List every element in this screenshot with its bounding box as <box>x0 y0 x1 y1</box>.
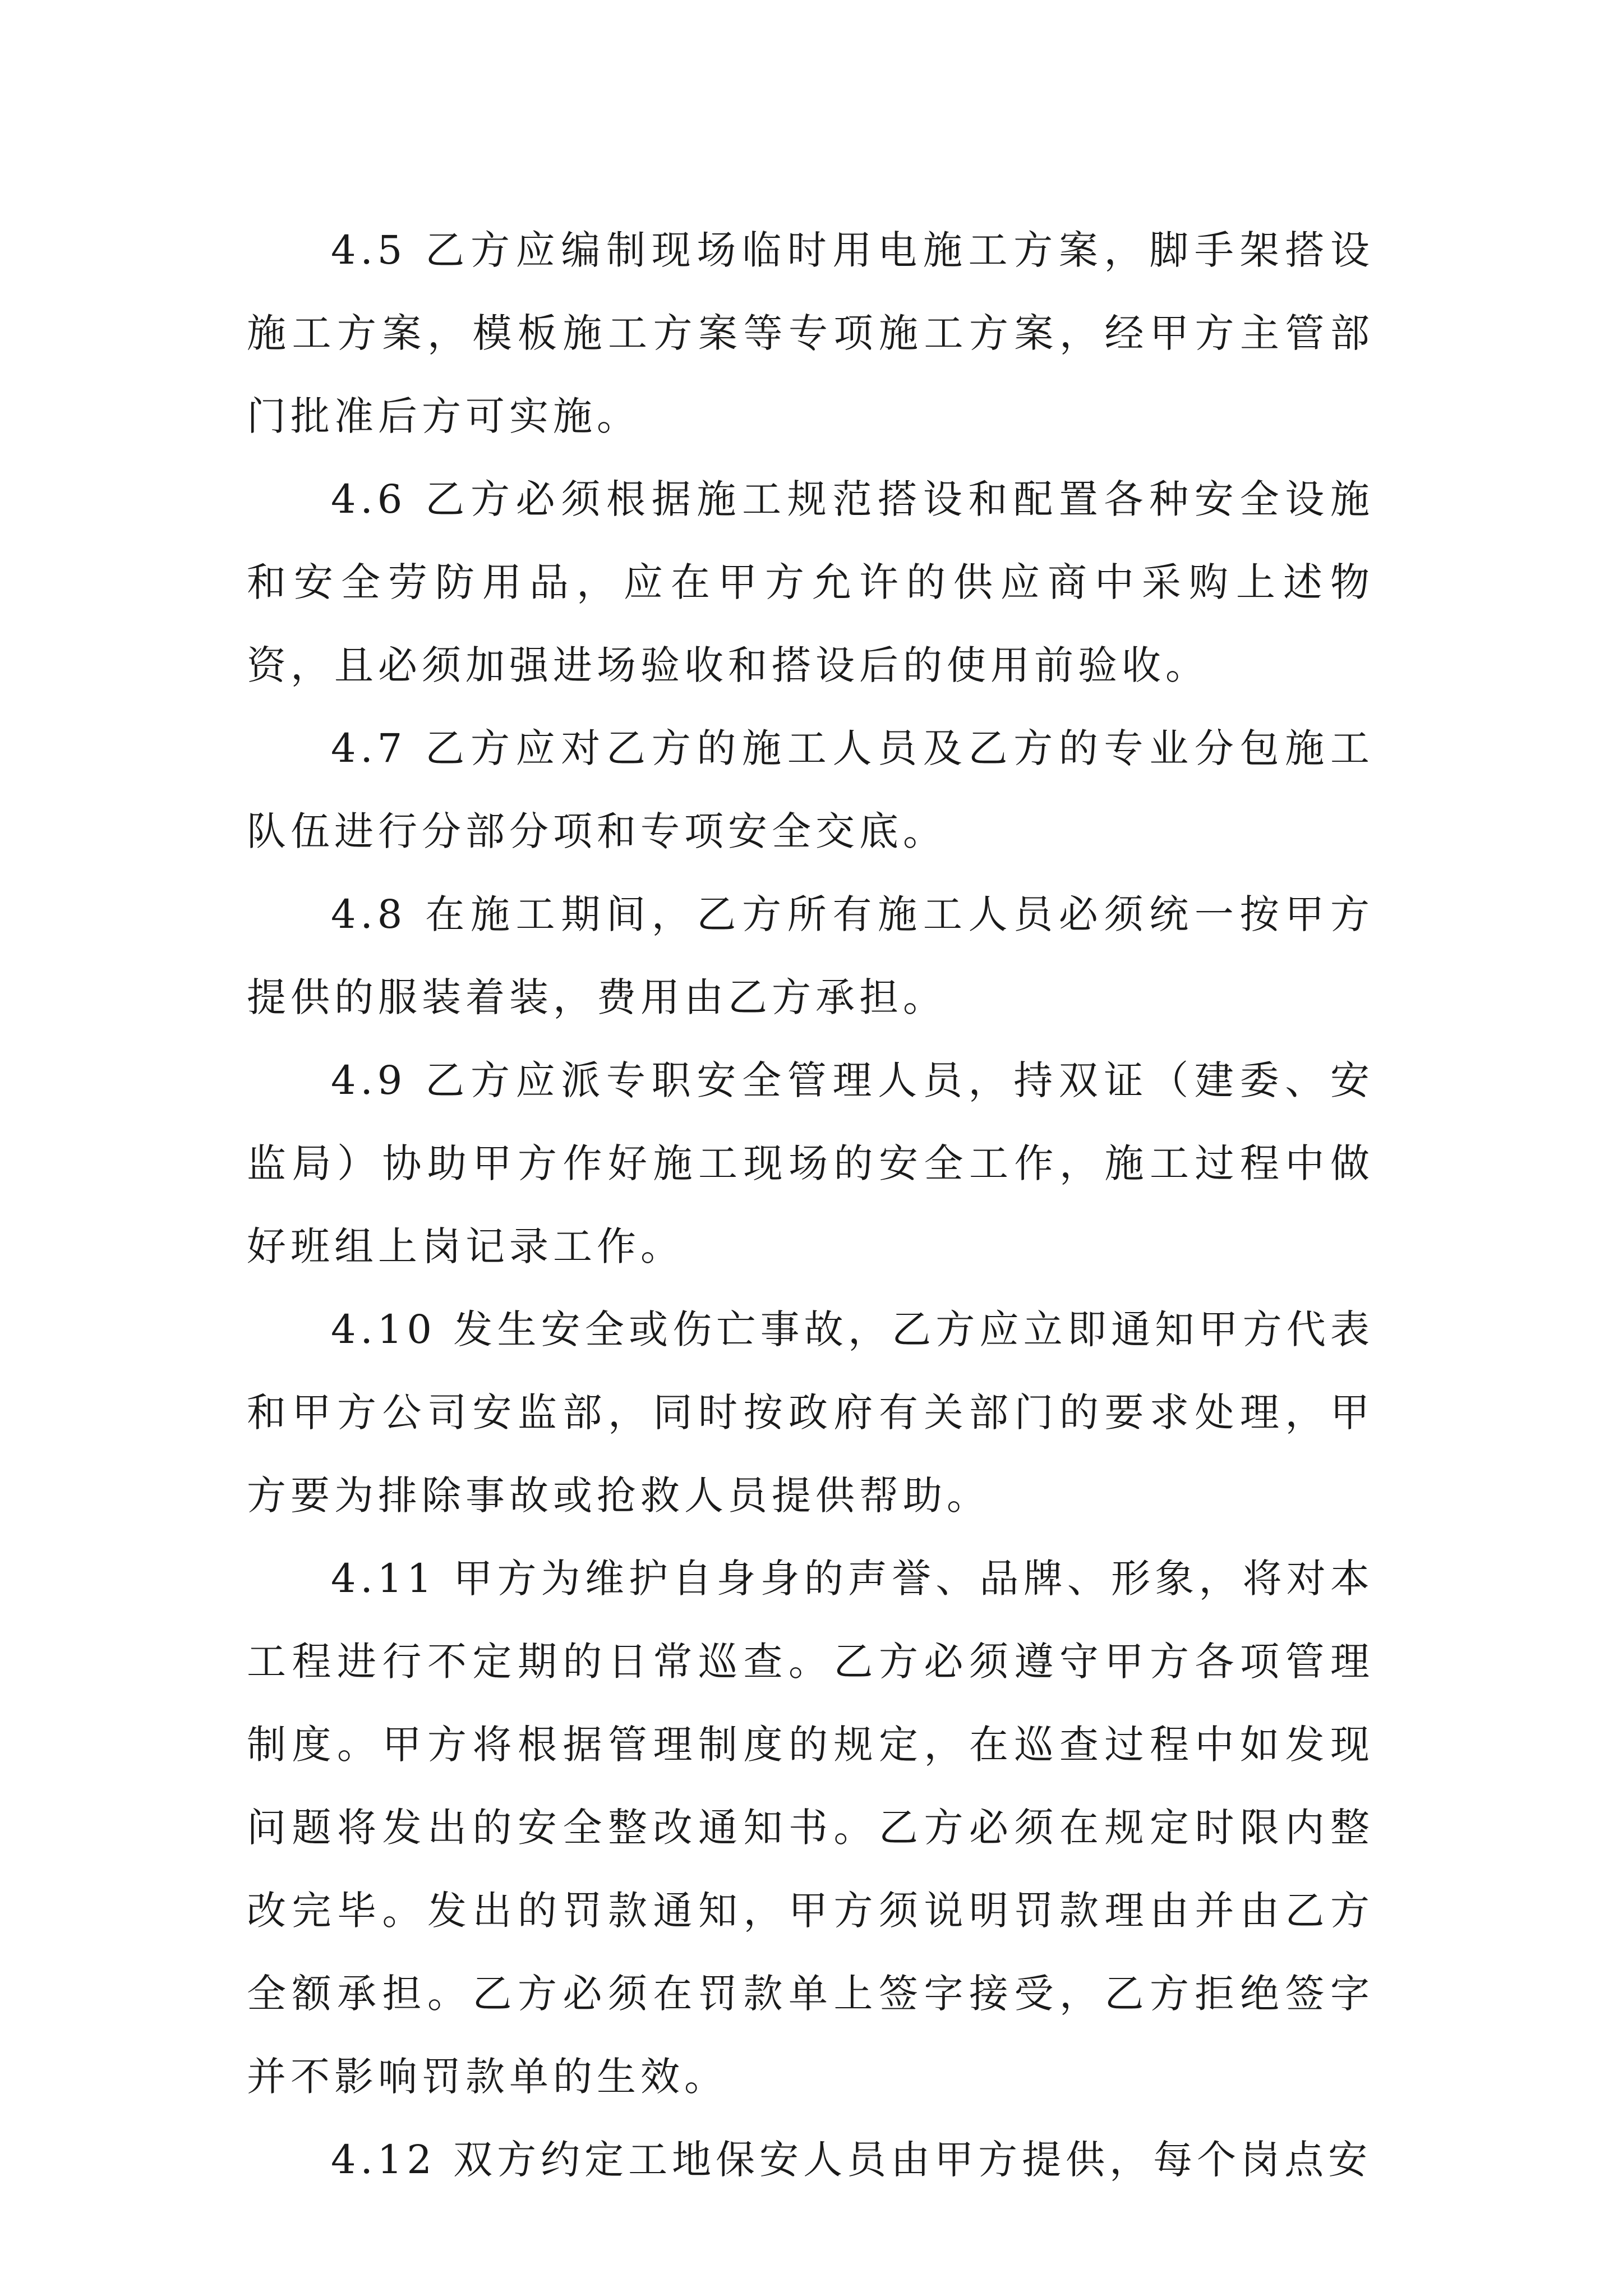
clause-4-10: 4.10 发生安全或伤亡事故，乙方应立即通知甲方代表和甲方公司安监部，同时按政府有关部门的要求处理，甲方要为排除事故或抢救人员提供帮助。 <box>247 1306 1374 1519</box>
clause-4-6: 4.6 乙方必须根据施工规范搭设和配置各种安全设施和安全劳防用品，应在甲方允许的供应商中采购上述物资，且必须加强进场验收和搭设后的使用前验收。 <box>247 476 1374 688</box>
clause-4-11: 4.11 甲方为维护自身身的声誉、品牌、形象，将对本工程进行不定期的日常巡查。乙方必须遵守甲方各项管理制度。甲方将根据管理制度的规定，在巡查过程中如发现问题将发出的安全整改通知书。乙方必须在规定时限内整改完毕。发出的罚款通知，甲方须说明罚款理由并由乙方全额承担。乙方必须在罚款单上签字接受，乙方拒绝签字并不影响罚款单的生效。 <box>247 1556 1374 2100</box>
document-body <box>247 209 1374 2201</box>
clause-4-12: 4.12 双方约定工地保安人员由甲方提供，每个岗点安 <box>331 2137 1372 2183</box>
clause-4-5: 4.5 乙方应编制现场临时用电施工方案，脚手架搭设施工方案，模板施工方案等专项施工方案，经甲方主管部门批准后方可实施。 <box>247 227 1374 439</box>
clause-4-8: 4.8 在施工期间，乙方所有施工人员必须统一按甲方提供的服装着装，费用由乙方承担。 <box>247 891 1374 1020</box>
clause-4-9: 4.9 乙方应派专职安全管理人员，持双证（建委、安监局）协助甲方作好施工现场的安全工作，施工过程中做好班组上岗记录工作。 <box>247 1057 1374 1269</box>
clause-4-7: 4.7 乙方应对乙方的施工人员及乙方的专业分包施工队伍进行分部分项和专项安全交底。 <box>247 725 1374 854</box>
